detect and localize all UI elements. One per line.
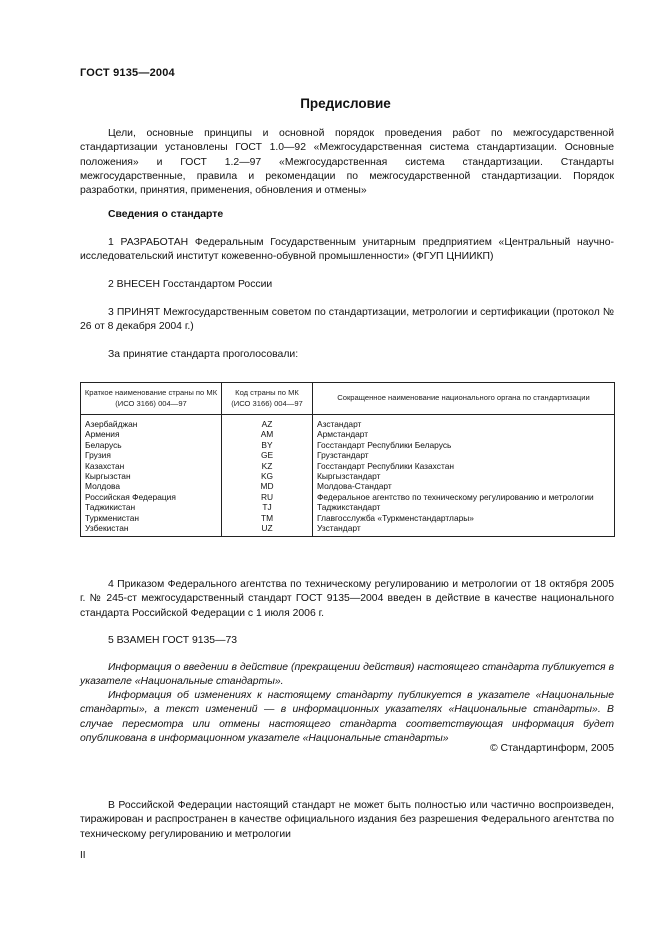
- header-body: Сокращенное наименование национального органа по стандартизации: [313, 383, 615, 415]
- item-adopted: 3 ПРИНЯТ Межгосударственным советом по стандартизации, метрологии и сертификации (протокол № 26 от 8 декабря 2004 г.): [80, 307, 614, 333]
- vote-intro: За принятие стандарта проголосовали:: [108, 349, 299, 360]
- country-cell: Узбекистан: [81, 523, 222, 537]
- document-code: ГОСТ 9135—2004: [80, 67, 175, 79]
- country-cell: Кыргызстан: [81, 471, 222, 481]
- intro-paragraph: Цели, основные принципы и основной порядок проведения работ по межгосударственной стандартизации установлены ГОСТ 1.0—92 «Межгосударственная система стандартизации. Основные положения» и ГОСТ 1.2—97 «Межгосударственная система стандартизации. Стандарты межгосударственные, правила и рекомендации по межгосударственной стандартизации. Порядок разработки, принятия, применения, обновления и отмены»: [80, 128, 614, 197]
- body-cell: Кыргызстандарт: [313, 471, 615, 481]
- body-cell: Армстандарт: [313, 429, 615, 439]
- code-cell: TJ: [222, 502, 313, 512]
- code-cell: AM: [222, 429, 313, 439]
- body-cell: Грузстандарт: [313, 450, 615, 460]
- item-introduced: 2 ВНЕСЕН Госстандартом России: [108, 279, 273, 290]
- item-replaces: 5 ВЗАМЕН ГОСТ 9135—73: [108, 635, 238, 646]
- table-row: [81, 440, 615, 450]
- table-row: [81, 429, 615, 439]
- info-paragraph-1: Информация о введении в действие (прекращении действия) настоящего стандарта публикуется в указателе «Национальные стандарты».: [80, 662, 614, 688]
- vote-table: [80, 382, 615, 537]
- country-cell: Российская Федерация: [81, 492, 222, 502]
- page-number: II: [80, 850, 86, 861]
- code-cell: MD: [222, 481, 313, 491]
- code-cell: UZ: [222, 523, 313, 537]
- table-row: [81, 502, 615, 512]
- body-cell: Госстандарт Республики Казахстан: [313, 461, 615, 471]
- code-cell: BY: [222, 440, 313, 450]
- code-cell: GE: [222, 450, 313, 460]
- code-cell: RU: [222, 492, 313, 502]
- body-cell: Узстандарт: [313, 523, 615, 537]
- item-enacted: 4 Приказом Федерального агентства по техническому регулированию и метрологии от 18 октября 2005 г. № 245-ст межгосударственный стандарт ГОСТ 9135—2004 введен в действие в качестве национального стандарта Российской Федерации с 1 июля 2006 г.: [80, 579, 614, 619]
- table-row: [81, 513, 615, 523]
- code-cell: KG: [222, 471, 313, 481]
- table-row: [81, 523, 615, 537]
- item-developed: 1 РАЗРАБОТАН Федеральным Государственным унитарным предприятием «Центральный научно-исследовательский институт кожевенно-обувной промышленности» (ФГУП ЦНИИКП): [80, 237, 614, 263]
- section-subheading: Сведения о стандарте: [108, 209, 224, 220]
- body-cell: Азстандарт: [313, 415, 615, 430]
- country-cell: Беларусь: [81, 440, 222, 450]
- country-cell: Грузия: [81, 450, 222, 460]
- body-cell: Молдова-Стандарт: [313, 481, 615, 491]
- page-title: Предисловие: [300, 96, 391, 111]
- country-cell: Армения: [81, 429, 222, 439]
- header-country: Краткое наименование страны по МК (ИСО 3166) 004—97: [81, 383, 222, 415]
- country-cell: Азербайджан: [81, 415, 222, 430]
- body-cell: Федеральное агентство по техническому регулированию и метрологии: [313, 492, 615, 502]
- country-cell: Таджикистан: [81, 502, 222, 512]
- code-cell: AZ: [222, 415, 313, 430]
- vote-table-header-row: [81, 383, 615, 415]
- country-cell: Туркменистан: [81, 513, 222, 523]
- table-row: [81, 450, 615, 460]
- table-row: [81, 471, 615, 481]
- table-row: [81, 481, 615, 491]
- table-row: [81, 461, 615, 471]
- body-cell: Госстандарт Республики Беларусь: [313, 440, 615, 450]
- header-code: Код страны по МК (ИСО 3166) 004—97: [222, 383, 313, 415]
- reproduction-notice: В Российской Федерации настоящий стандарт не может быть полностью или частично воспроизведен, тиражирован и распространен в качестве официального издания без разрешения Федерального агентства по техническому регулированию и метрологии: [80, 800, 614, 840]
- info-paragraph-2: Информация об изменениях к настоящему стандарту публикуется в указателе «Национальные стандарты», а текст изменений — в информационных указателях «Национальные стандарты». В случае пересмотра или отмены настоящего стандарта соответствующая информация будет опубликована в информационном указателе «Национальные стандарты»: [80, 690, 614, 744]
- code-cell: KZ: [222, 461, 313, 471]
- copyright-line: © Стандартинформ, 2005: [489, 743, 614, 754]
- table-row: [81, 492, 615, 502]
- body-cell: Главгосслужба «Туркменстандартлары»: [313, 513, 615, 523]
- body-cell: Таджикстандарт: [313, 502, 615, 512]
- country-cell: Молдова: [81, 481, 222, 491]
- code-cell: TM: [222, 513, 313, 523]
- table-row: [81, 415, 615, 430]
- country-cell: Казахстан: [81, 461, 222, 471]
